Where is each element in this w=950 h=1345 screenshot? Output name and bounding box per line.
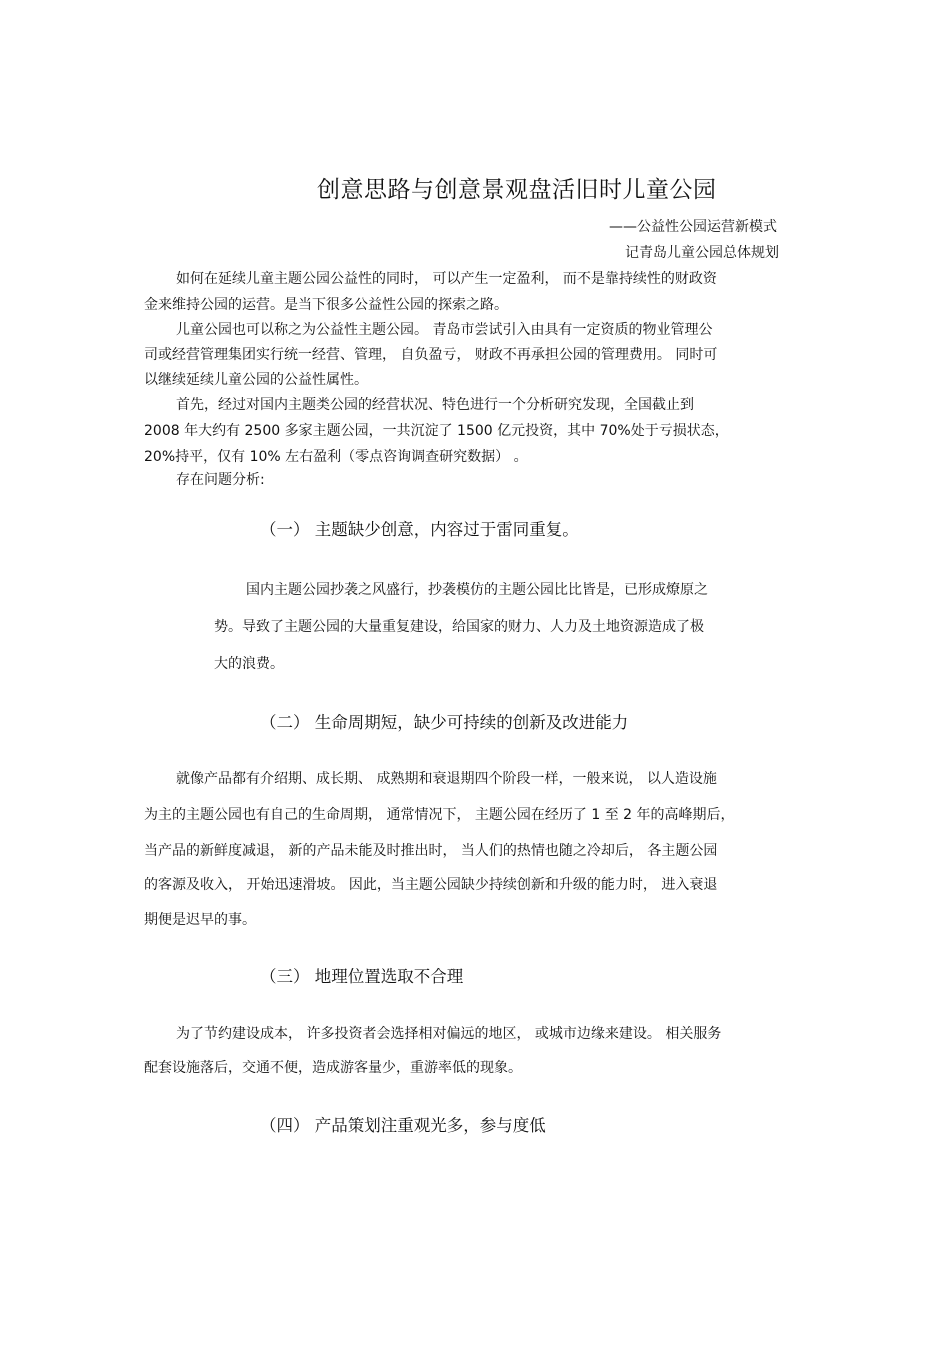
intro-p1-line-1: 如何在延续儿童主题公园公益性的同时， 可以产生一定盈利， 而不是靠持续性的财政资 xyxy=(176,271,717,287)
section-heading-4: （四） 产品策划注重观光多，参与度低 xyxy=(260,1116,546,1135)
section-heading-3: （三） 地理位置选取不合理 xyxy=(260,967,464,986)
section-2-line-1: 就像产品都有介绍期、成长期、 成熟期和衰退期四个阶段一样，一般来说， 以人造设施 xyxy=(176,771,717,787)
section-2-line-3: 当产品的新鲜度减退， 新的产品未能及时推出时， 当人们的热情也随之冷却后， 各主题公园 xyxy=(144,843,718,859)
document-subtitle-secondary: 记青岛儿童公园总体规划 xyxy=(625,245,779,261)
section-2-line-5: 期便是迟早的事。 xyxy=(144,912,256,928)
section-2-line-4: 的客源及收入， 开始迅速滑坡。 因此，当主题公园缺少持续创新和升级的能力时， 进入衰退 xyxy=(144,877,718,893)
section-3-line-2: 配套设施落后，交通不便，造成游客量少，重游率低的现象。 xyxy=(144,1060,522,1076)
intro-p2-line-3: 以继续延续儿童公园的公益性属性。 xyxy=(144,372,368,388)
section-1-line-3: 大的浪费。 xyxy=(214,656,284,672)
section-heading-2: （二） 生命周期短，缺少可持续的创新及改进能力 xyxy=(260,713,629,732)
section-3-line-1: 为了节约建设成本， 许多投资者会选择相对偏远的地区， 或城市边缘来建设。 相关服务 xyxy=(176,1026,722,1042)
document-subtitle: ——公益性公园运营新模式 xyxy=(609,219,777,235)
intro-p2-line-1: 儿童公园也可以称之为公益性主题公园。 青岛市尝试引入由具有一定资质的物业管理公 xyxy=(176,322,713,338)
intro-p3-line-1: 首先，经过对国内主题类公园的经营状况、特色进行一个分析研究发现，全国截止到 xyxy=(176,397,694,413)
intro-p4: 存在问题分析: xyxy=(176,472,265,488)
intro-p3-line-3: 20%持平，仅有 10% 左右盈利（零点咨询调查研究数据） 。 xyxy=(144,449,528,465)
intro-p1-line-2: 金来维持公园的运营。是当下很多公益性公园的探索之路。 xyxy=(144,297,508,313)
section-1-line-1: 国内主题公园抄袭之风盛行，抄袭模仿的主题公园比比皆是，已形成燎原之 xyxy=(246,582,708,598)
intro-p3-line-2: 2008 年大约有 2500 多家主题公园，一共沉淀了 1500 亿元投资，其中 70%处于亏损状态， xyxy=(144,423,729,439)
section-1-line-2: 势。导致了主题公园的大量重复建设，给国家的财力、人力及土地资源造成了极 xyxy=(214,619,704,635)
document-title: 创意思路与创意景观盘活旧时儿童公园 xyxy=(317,177,717,203)
section-2-line-2: 为主的主题公园也有自己的生命周期， 通常情况下， 主题公园在经历了 1 至 2 年的高峰期后， xyxy=(144,807,735,823)
intro-p2-line-2: 司或经营管理集团实行统一经营、管理， 自负盈亏， 财政不再承担公园的管理费用。 同时可 xyxy=(144,347,718,363)
section-heading-1: （一） 主题缺少创意，内容过于雷同重复。 xyxy=(260,520,579,539)
